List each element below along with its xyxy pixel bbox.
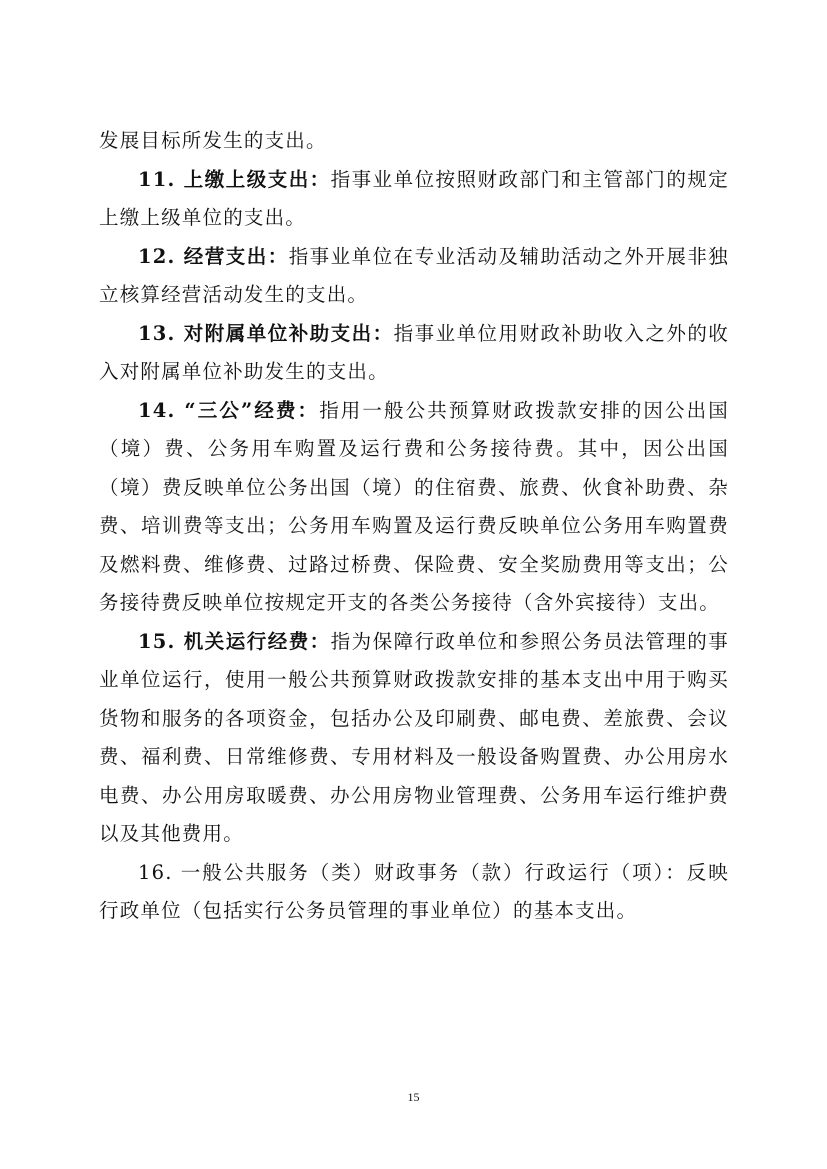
item-15-term: 15. 机关运行经费： xyxy=(138,629,331,653)
item-15-text: 指为保障行政单位和参照公务员法管理的事业单位运行，使用一般公共预算财政拨款安排的基本支出中用于购买货物和服务的各项资金，包括办公及印刷费、邮电费、差旅费、会议费、福利费、日常维修费、专用材料及一般设备购置费、办公用房水电费、办公用房取暖费、办公用房物业管理费、公务用车运行维护费以及其他费用。 xyxy=(99,629,729,845)
item-13-paragraph xyxy=(99,315,729,392)
continuation-text: 发展目标所发生的支出。 xyxy=(99,129,327,152)
item-13-text: 指事业单位用财政补助收入之外的收入对附属单位补助发生的支出。 xyxy=(99,321,730,383)
page-number: 15 xyxy=(407,1090,420,1104)
item-15-paragraph xyxy=(99,623,729,854)
continuation-paragraph xyxy=(99,122,729,161)
item-16-paragraph xyxy=(99,854,729,931)
item-16-text: 16. 一般公共服务（类）财政事务（款）行政运行（项）：反映行政单位（包括实行公务员管理的事业单位）的基本支出。 xyxy=(99,860,729,922)
item-13-term: 13. 对附属单位补助支出： xyxy=(138,321,394,345)
body-text xyxy=(99,122,729,931)
item-14-term: 14. “三公”经费： xyxy=(138,398,320,422)
item-14-paragraph xyxy=(99,392,729,623)
item-11-term: 11. 上缴上级支出： xyxy=(138,167,331,191)
item-12-paragraph xyxy=(99,238,729,315)
item-12-term: 12. 经营支出： xyxy=(138,244,289,268)
item-11-paragraph xyxy=(99,161,729,238)
item-11-text: 指事业单位按照财政部门和主管部门的规定上缴上级单位的支出。 xyxy=(99,167,729,229)
item-12-text: 指事业单位在专业活动及辅助活动之外开展非独立核算经营活动发生的支出。 xyxy=(99,244,730,306)
item-14-text: 指用一般公共预算财政拨款安排的因公出国（境）费、公务用车购置及运行费和公务接待费。其中，因公出国（境）费反映单位公务出国（境）的住宿费、旅费、伙食补助费、杂费、培训费等支出；公务用车购置及运行费反映单位公务用车购置费及燃料费、维修费、过路过桥费、保险费、安全奖励费用等支出；公务接待费反映单位按规定开支的各类公务接待（含外宾接待）支出。 xyxy=(99,398,729,614)
